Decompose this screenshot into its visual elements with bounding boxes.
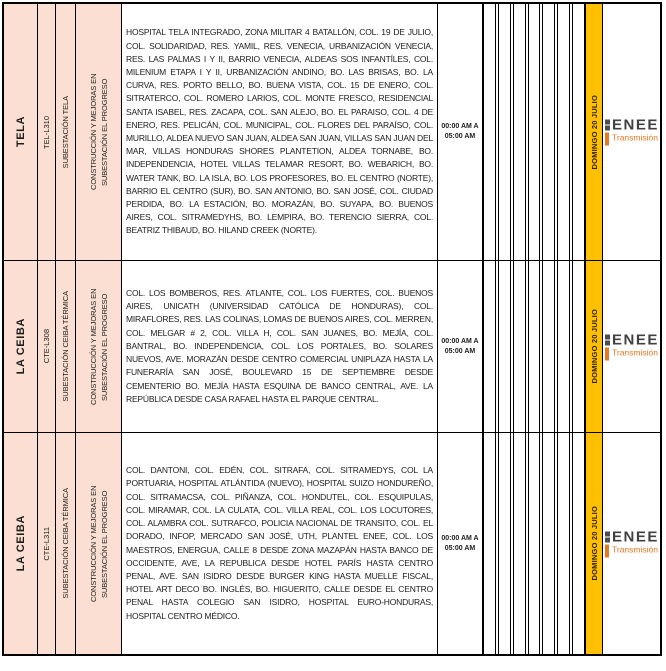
empty-day-columns <box>483 4 586 260</box>
outage-time-cell <box>438 433 483 654</box>
table-row-tela <box>4 4 660 261</box>
empty-day-cell <box>498 433 511 654</box>
empty-day-cell <box>572 433 585 654</box>
empty-day-cell <box>498 4 511 260</box>
work-description-label: CONSTRUCCIÓN Y MEJORAS EN SUBESTACIÓN EL PROGRESO <box>88 288 109 405</box>
empty-day-cell <box>528 261 541 432</box>
substation-label: SUBESTACIÓN CEIBA TÉRMICA <box>61 291 70 402</box>
highlighted-day-cell <box>586 433 603 654</box>
empty-day-cell <box>498 261 511 432</box>
empty-day-cell <box>483 4 496 260</box>
enee-transmision-logo <box>605 333 666 360</box>
line-code-label: TEL-L310 <box>42 115 51 149</box>
city-cell <box>4 433 38 654</box>
empty-day-cell <box>513 261 526 432</box>
empty-day-cell <box>483 433 496 654</box>
substation-label: SUBESTACIÓN CEIBA TÉRMICA <box>61 488 70 599</box>
empty-day-cell <box>513 4 526 260</box>
substation-cell <box>56 4 76 260</box>
logo-subtitle: Transmisión <box>612 544 658 554</box>
empty-day-cell <box>542 4 555 260</box>
highlighted-day-label: DOMINGO 20 JULIO <box>589 309 599 384</box>
enee-transmision-logo <box>605 530 666 557</box>
line-code-cell <box>38 261 56 432</box>
empty-day-columns <box>483 433 586 654</box>
line-code-cell <box>38 433 56 654</box>
empty-day-cell <box>557 433 570 654</box>
city-cell <box>4 261 38 432</box>
empty-day-cell <box>542 433 555 654</box>
time-to: 05:00 AM <box>444 544 476 552</box>
logo-name: ENEE <box>612 528 659 545</box>
work-description-label: CONSTRUCCIÓN Y MEJORAS EN SUBESTACIÓN EL PROGRESO <box>88 73 109 191</box>
logo-subtitle: Transmisión <box>612 132 658 143</box>
highlighted-day-cell <box>586 4 603 260</box>
time-to: 05:00 AM <box>444 133 476 140</box>
substation-cell <box>56 433 76 654</box>
empty-day-cell <box>572 261 585 432</box>
logo-subtitle: Transmisión <box>612 347 658 357</box>
highlighted-day-label: DOMINGO 20 JULIO <box>589 94 599 170</box>
empty-day-columns <box>483 261 586 432</box>
city-label: LA CEIBA <box>14 515 27 572</box>
city-label: TELA <box>14 116 27 148</box>
time-from: 00:00 AM A <box>441 123 479 130</box>
logo-name: ENEE <box>612 116 659 134</box>
table-row-la-ceiba-l311 <box>4 433 660 654</box>
enee-logo-icon <box>605 530 610 557</box>
substation-label: SUBESTACIÓN TELA <box>61 95 70 169</box>
time-from: 00:00 AM A <box>441 534 479 542</box>
time-to: 05:00 AM <box>444 347 476 355</box>
substation-cell <box>56 261 76 432</box>
affected-areas-cell <box>122 261 438 432</box>
affected-areas-text: COL. LOS BOMBEROS, RES. ATLANTE, COL. LOS FUERTES, COL. BUENOS AIRES, UNICATH (UNIVERSIDAD CATÓLICA DE HONDURAS), COL. MIRAFLORES, RES. LAS COLINAS, LOMAS DE BUENOS AIRES, COL. MERREN, COL. MELGAR # 2, COL. VILLA H, COL. SAN JUANES, BO. MEJÍA, COL. BANTRAL, BO. INDEPENDENCIA, COL. LOS PORTALES, BO. SOLARES NUEVOS, AVE. MORAZÁN DESDE CENTRO COMERCIAL UNIPLAZA HASTA LA FUNERARÍA SAN JOSÉ, BOULEVARD 15 DE SEPTIEMBRE DESDE CEMENTERIO BO. MEJÍA HASTA ESQUINA DE BANCO CENTRAL, AVE. LA REPÚBLICA DESDE CASA RAFAEL HASTA EL PARQUE CENTRAL. <box>126 288 433 404</box>
empty-day-cell <box>572 4 585 260</box>
outage-schedule-table <box>2 2 662 656</box>
affected-areas-text: COL. DANTONI, COL. EDÉN, COL. SITRAFA, COL. SITRAMEDYS, COL LA PORTUARIA, HOSPITAL ATLÁNTIDA (NUEVO), HOSPITAL SUIZO HONDUREÑO, COL. SITRAMACSA, COL. PIÑANZA, COL. HONDUTEL, COL. ESQUIPULAS, COL. MIRAMAR, COL. LA CULATA, COL. VILLA REAL, COL. LOS LOCUTORES, COL. ALAMBRA COL. SUTRAFCO, POLICIA NACIONAL DE TRANSITO, COL. EL DORADO, INFOP, MERCADO SAN JOSÉ, UTH, PLANTEL ENEE, COL. LOS MAESTROS, ENERGUA, CALLE 8 DESDE ZONA MAZAPÁN HASTA BANCO DE OCCIDENTE, AVE, LA REPUBLICA DESDE HOTEL PARÍS HASTA CENTRO PENAL, AVE. SAN ISIDRO DESDE BURGER KING HASTA MUELLE FISCAL, HOTEL ART DECO BO. INGLÉS, BO. HIGUERITO, CALLE DESDE EL CENTRO PENAL HASTA COLEGIO SAN ISIDRO, HOSPITAL EURO-HONDURAS, HOSPITAL CENTRO MÉDICO. <box>126 465 433 621</box>
work-description-label: CONSTRUCCIÓN Y MEJORAS EN SUBESTACIÓN EL PROGRESO <box>88 485 109 602</box>
empty-day-cell <box>528 4 541 260</box>
highlighted-day-label: DOMINGO 20 JULIO <box>589 506 599 581</box>
enee-logo-icon <box>605 333 610 360</box>
affected-areas-cell <box>122 4 438 260</box>
line-code-cell <box>38 4 56 260</box>
affected-areas-text: HOSPITAL TELA INTEGRADO, ZONA MILITAR 4 BATALLÓN, COL. 19 DE JULIO, COL. SOLIDARIDAD, RES. YAMIL, RES. VENECIA, URBANIZACIÓN VENECIA, RES. LAS PALMAS I Y II, BARRIO VENECIA, ALDEAS SOS INFANTÍLES, COL. MILENIUM ETAPA I Y II, URBANIZACIÓN ANDINO, BO. LAS BRISAS, BO. LA CURVA, RES. PORTO BELLO, BO. BUENA VISTA, COL. 15 DE ENERO, COL. SITRATERCO, COL. ROMERO LARIOS, COL. MONTE FRESCO, RESIDENCIAL SANTA ISABEL, RES. ZACAPA, COL. SAN ALEJO, BO. EL PARAISO, COL. 4 DE ENERO, RES. PELICÁN, COL. MUNICIPAL, COL. FLORES DEL PARAÍSO, COL. MURILLO, ALDEA NUEVO SAN JUAN, ALDEA SAN JUAN, VILLAS SAN JUAN DEL MAR, VILLAS HONDURAS SHORES PLANTETION, ALDEA TORNABE, BO. INDEPENDENCIA, HOTEL VILLAS TELAMAR RESORT, BO. WEBARICH, BO. WATER TANK, BO. LA ISLA, BO. LOS PROFESORES, BO. EL CENTRO (NORTE), BARRIO EL CENTRO (SUR), BO. SAN ANTONIO, BO. SAN JOSÉ, COL. CIUDAD PERDIDA, BO. LA ESTACIÓN, BO. MORAZÁN, BO. SUYAPA, BO. BUENOS AIRES, COL. SITRAMEDYHS, BO. LEMPIRA, BO. TERENCIO SIERRA, COL. BEATRIZ THIBAUD, BO. HILAND CREEK (NORTE). <box>126 27 433 236</box>
logo-cell <box>603 433 660 654</box>
empty-day-cell <box>513 433 526 654</box>
work-description-cell <box>76 261 122 432</box>
outage-time-cell <box>438 261 483 432</box>
city-cell <box>4 4 38 260</box>
time-from: 00:00 AM A <box>441 337 479 345</box>
logo-cell <box>603 261 660 432</box>
line-code-label: CTE-L308 <box>42 329 51 364</box>
outage-time-cell <box>438 4 483 260</box>
empty-day-cell <box>483 261 496 432</box>
enee-transmision-logo <box>605 116 666 146</box>
empty-day-cell <box>557 261 570 432</box>
line-code-label: CTE-L311 <box>42 526 51 561</box>
empty-day-cell <box>557 4 570 260</box>
logo-name: ENEE <box>612 331 659 348</box>
logo-cell <box>603 4 660 260</box>
empty-day-cell <box>542 261 555 432</box>
table-row-la-ceiba-l308 <box>4 261 660 433</box>
work-description-cell <box>76 433 122 654</box>
city-label: LA CEIBA <box>14 318 27 375</box>
empty-day-cell <box>528 433 541 654</box>
affected-areas-cell <box>122 433 438 654</box>
highlighted-day-cell <box>586 261 603 432</box>
work-description-cell <box>76 4 122 260</box>
enee-logo-icon <box>605 119 610 146</box>
